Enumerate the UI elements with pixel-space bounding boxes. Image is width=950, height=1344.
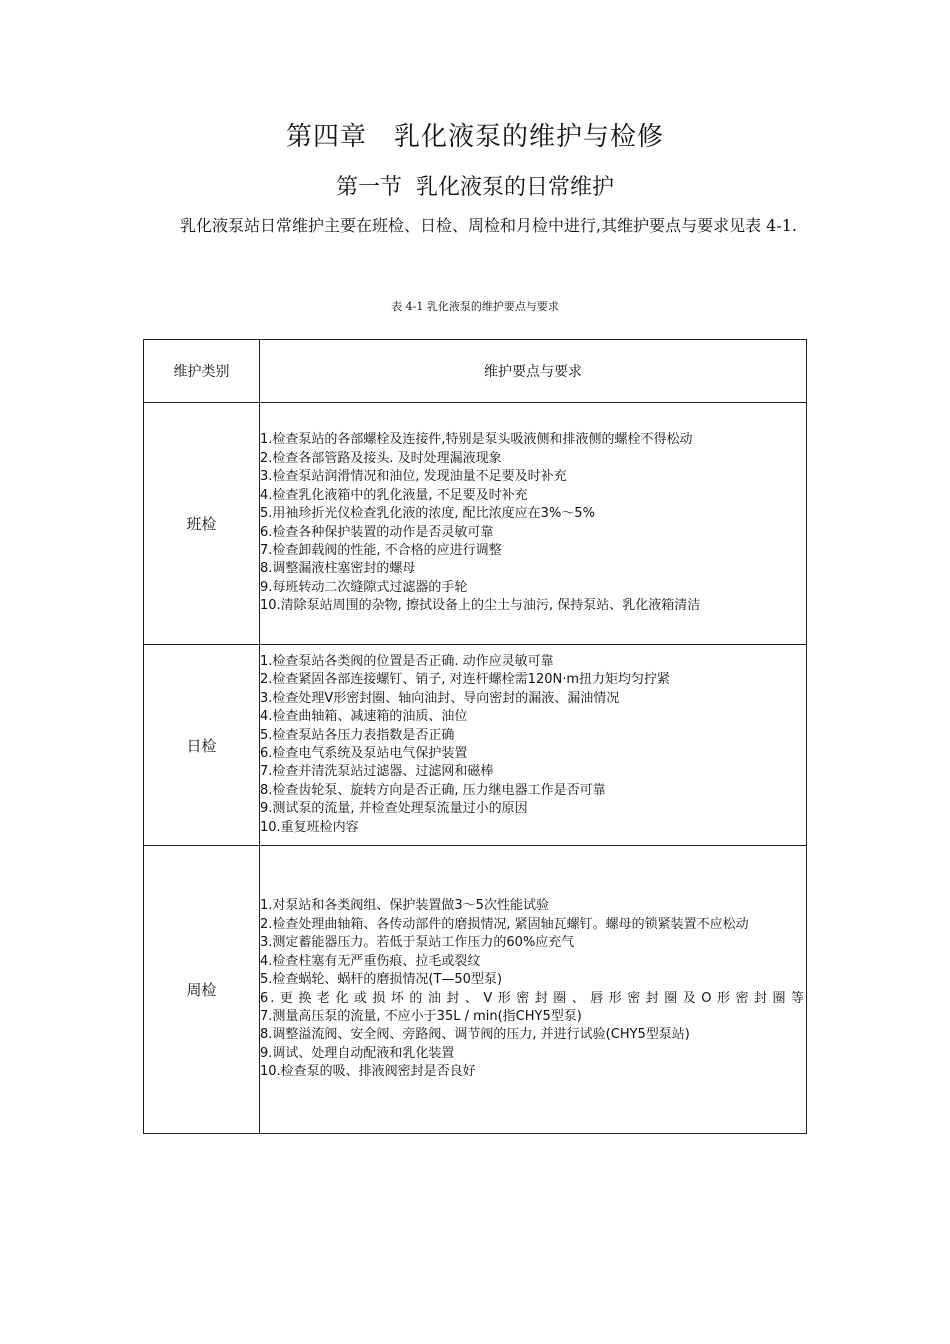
requirements-cell	[260, 846, 807, 1134]
header-requirements: 维护要点与要求	[260, 340, 807, 403]
list-item: 1.检查泵站的各部螺栓及连接件,特别是泵头吸液侧和排液侧的螺栓不得松动	[260, 432, 693, 448]
table-row	[144, 846, 807, 1134]
category-cell: 周检	[144, 846, 260, 1134]
requirements-cell	[260, 645, 807, 846]
requirements-cell	[260, 403, 807, 645]
list-item: 5.检查蜗轮、蜗杆的磨损情况(T—50型泵)	[260, 972, 503, 988]
section-title: 第一节 乳化液泵的日常维护	[336, 175, 614, 200]
category-cell: 班检	[144, 403, 260, 645]
maintenance-table	[143, 339, 807, 1134]
list-item: 6.检查各种保护装置的动作是否灵敏可靠	[260, 524, 494, 540]
list-item: 2.检查紧固各部连接螺钉、销子, 对连杆螺栓需120N·m扭力矩均匀拧紧	[260, 672, 671, 688]
list-item: 1.对泵站和各类阀组、保护装置做3～5次性能试验	[260, 898, 549, 914]
table-row	[144, 645, 807, 846]
list-item: 9.调试、处理自动配液和乳化装置	[260, 1045, 455, 1061]
list-item: 3.检查泵站润滑情况和油位, 发现油量不足要及时补充	[260, 469, 567, 485]
list-item: 7.测量高压泵的流量, 不应小于35L / min(指CHY5型泵)	[260, 1008, 582, 1024]
list-item: 2.检查处理曲轴箱、各传动部件的磨损情况, 紧固轴瓦螺钉。螺母的锁紧装置不应松动	[260, 916, 749, 932]
header-category: 维护类别	[144, 340, 260, 403]
list-item: 8.检查齿轮泵、旋转方向是否正确, 压力继电器工作是否可靠	[260, 782, 606, 798]
list-item: 10.清除泵站周围的杂物, 擦拭设备上的尘土与油污, 保持泵站、乳化液箱清洁	[260, 598, 701, 614]
intro-paragraph: 乳化液泵站日常维护主要在班检、日检、周检和月检中进行,其维护要点与要求见表 4-1.	[180, 216, 798, 235]
table-caption: 表 4-1 乳化液泵的维护要点与要求	[391, 300, 559, 313]
list-item: 9.测试泵的流量, 并检查处理泵流量过小的原因	[260, 801, 528, 817]
list-item: 4.检查柱塞有无严重伤痕、拉毛或裂纹	[260, 953, 481, 969]
list-item: 5.检查泵站各压力表指数是否正确	[260, 727, 455, 743]
list-item: 1.检查泵站各类阀的位置是否正确. 动作应灵敏可靠	[260, 653, 554, 669]
category-cell: 日检	[144, 645, 260, 846]
list-item: 6.检查电气系统及泵站电气保护装置	[260, 746, 468, 761]
chapter-title: 第四章 乳化液泵的维护与检修	[285, 122, 664, 152]
list-item: 2.检查各部管路及接头. 及时处理漏液现象	[260, 450, 502, 466]
list-item: 3.测定蓄能器压力。若低于泵站工作压力的60%应充气	[260, 935, 575, 951]
table-row	[144, 403, 807, 645]
list-item: 8.调整溢流阀、安全阀、旁路阀、调节阀的压力, 并进行试验(CHY5型泵站)	[260, 1027, 690, 1043]
list-item: 7.检查卸载阀的性能, 不合格的应进行调整	[260, 542, 502, 558]
list-item: 4.检查曲轴箱、减速箱的油质、油位	[260, 709, 468, 725]
table-header-row	[144, 340, 807, 403]
list-item: 6.更换老化或损坏的油封、V形密封圈、唇形密封圈及O形密封圈等	[260, 990, 806, 1006]
list-item: 5.用袖珍折光仪检查乳化液的浓度, 配比浓度应在3%～5%	[260, 506, 595, 522]
list-item: 8.调整漏液柱塞密封的螺母	[260, 561, 416, 577]
list-item: 10.重复班检内容	[260, 819, 359, 835]
list-item: 10.检查泵的吸、排液阀密封是否良好	[260, 1064, 476, 1080]
list-item: 9.每班转动二次缝隙式过滤器的手轮	[260, 579, 468, 595]
list-item: 3.检查处理V形密封圈、轴向油封、导向密封的漏液、漏油情况	[260, 690, 620, 706]
list-item: 7.检查并清洗泵站过滤器、过滤网和磁棒	[260, 764, 494, 780]
list-item: 4.检查乳化液箱中的乳化液量, 不足要及时补充	[260, 487, 528, 503]
